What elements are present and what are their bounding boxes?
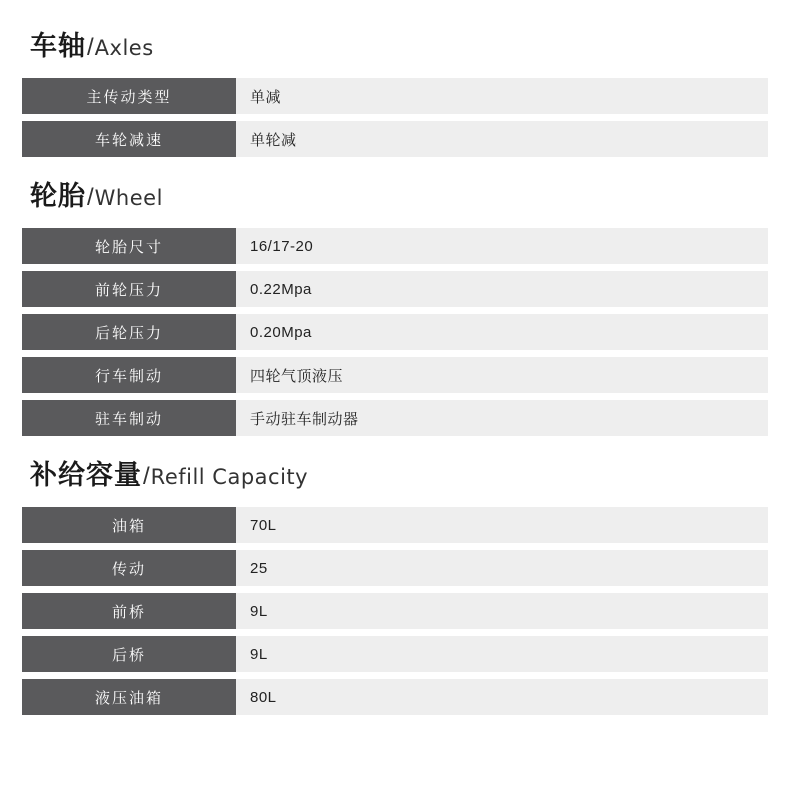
table-row: [22, 593, 768, 629]
row-label: 轮胎尺寸: [22, 228, 236, 264]
row-value: 70L: [236, 507, 768, 543]
table-row: [22, 550, 768, 586]
section-title-en: Axles: [94, 36, 154, 60]
row-value: 0.22Mpa: [236, 271, 768, 307]
row-label: 车轮减速: [22, 121, 236, 157]
table-row: [22, 78, 768, 114]
row-value: 9L: [236, 636, 768, 672]
section-title-separator: /: [87, 34, 94, 61]
row-value: 单轮减: [236, 121, 768, 157]
row-value: 0.20Mpa: [236, 314, 768, 350]
section-title-separator: /: [143, 463, 150, 490]
section-refill-capacity: [22, 453, 768, 722]
section-axles: [22, 24, 768, 164]
section-title-en: Refill Capacity: [150, 465, 309, 489]
row-label: 行车制动: [22, 357, 236, 393]
table-row: [22, 507, 768, 543]
row-label: 传动: [22, 550, 236, 586]
spec-table-refill-capacity: [22, 500, 768, 722]
table-row: [22, 271, 768, 307]
row-label: 后桥: [22, 636, 236, 672]
table-row: [22, 636, 768, 672]
row-label: 驻车制动: [22, 400, 236, 436]
section-title-refill-capacity: [30, 453, 768, 492]
row-value: 25: [236, 550, 768, 586]
row-value: 16/17-20: [236, 228, 768, 264]
row-label: 前桥: [22, 593, 236, 629]
section-title-axles: [30, 24, 768, 63]
section-title-separator: /: [87, 184, 94, 211]
table-row: [22, 679, 768, 715]
row-label: 后轮压力: [22, 314, 236, 350]
section-title-wheel: [30, 174, 768, 213]
table-row: [22, 314, 768, 350]
row-value: 单减: [236, 78, 768, 114]
table-row: [22, 400, 768, 436]
section-title-cn: 补给容量: [30, 460, 142, 490]
row-label: 前轮压力: [22, 271, 236, 307]
table-row: [22, 357, 768, 393]
section-wheel: [22, 174, 768, 443]
row-label: 油箱: [22, 507, 236, 543]
row-value: 四轮气顶液压: [236, 357, 768, 393]
row-value: 手动驻车制动器: [236, 400, 768, 436]
spec-table-wheel: [22, 221, 768, 443]
table-row: [22, 228, 768, 264]
section-title-cn: 轮胎: [30, 181, 86, 211]
row-value: 9L: [236, 593, 768, 629]
row-label: 主传动类型: [22, 78, 236, 114]
section-title-en: Wheel: [94, 186, 163, 210]
row-value: 80L: [236, 679, 768, 715]
row-label: 液压油箱: [22, 679, 236, 715]
spec-table-axles: [22, 71, 768, 164]
table-row: [22, 121, 768, 157]
section-title-cn: 车轴: [30, 31, 86, 61]
